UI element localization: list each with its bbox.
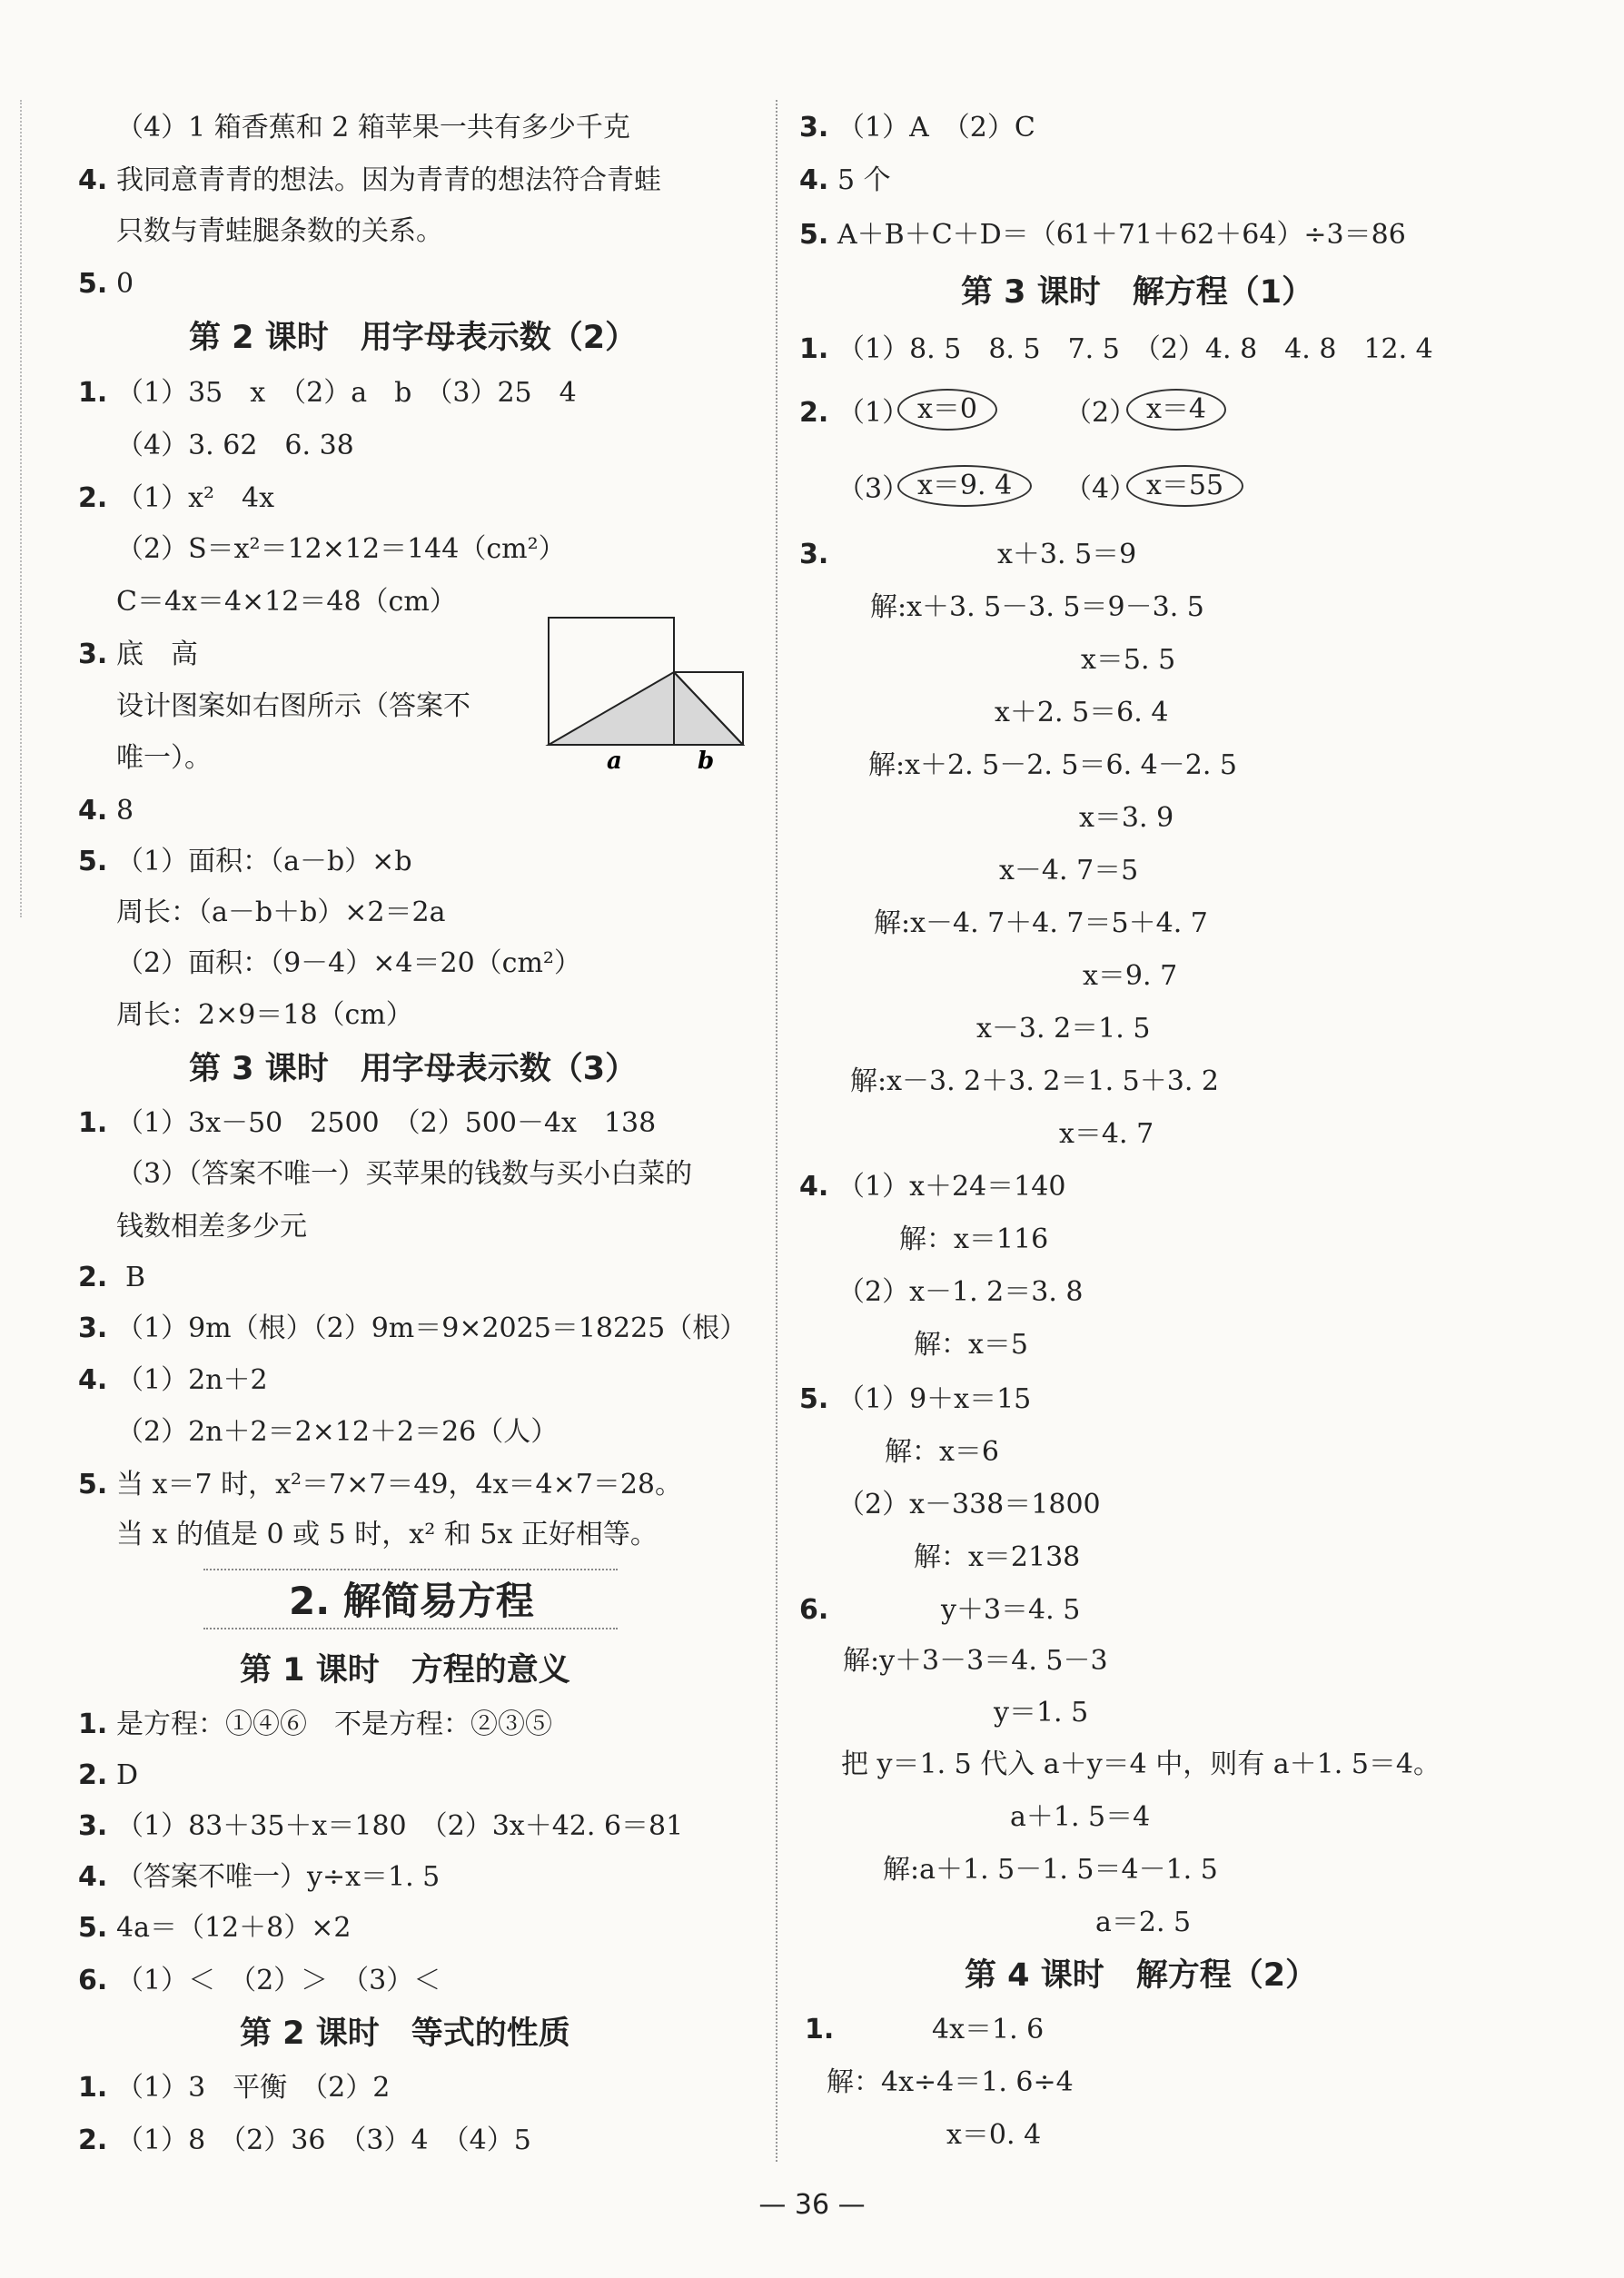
design-figure (545, 610, 750, 774)
answer-line: （1）3 平衡 （2）2 (116, 2072, 391, 2104)
answer-line: 当 x 的值是 0 或 5 时，x² 和 5x 正好相等。 (116, 1519, 658, 1550)
answer-line: （1）3x－50 2500 （2）500－4x 138 (116, 1107, 657, 1139)
question-number: 2. (78, 1759, 108, 1791)
lesson-heading: 第 1 课时 方程的意义 (240, 1652, 570, 1689)
equation-line: y＝1. 5 (994, 1697, 1089, 1728)
answer-line: 0 (116, 268, 134, 300)
equation-line: x＝0. 4 (946, 2119, 1042, 2151)
column-divider (776, 100, 777, 2162)
question-number: 3. (799, 112, 829, 144)
question-number: 2. (78, 1262, 108, 1293)
circled-answer: x＝0 (897, 389, 997, 431)
question-number: 5. (78, 1469, 108, 1501)
question-number: 2. (78, 2124, 108, 2156)
equation-line: a＝2. 5 (1095, 1907, 1192, 1938)
answer-line: 钱数相差多少元 (116, 1211, 307, 1243)
question-number: 1. (78, 1107, 108, 1139)
question-number: 1. (799, 333, 829, 365)
section-title: 2. 解简易方程 (289, 1579, 534, 1623)
equation-line: x＝9. 7 (1083, 960, 1178, 992)
answer-line: （1）35 x （2）a b （3）25 4 (116, 377, 577, 409)
answer-line: D (116, 1759, 139, 1791)
answer-line: 我同意青青的想法。因为青青的想法符合青蛙 (116, 164, 661, 196)
question-number: 5. (78, 1912, 108, 1944)
figure-label-b: b (698, 748, 715, 774)
question-number: 6. (799, 1594, 829, 1626)
answer-label: （2） (1065, 397, 1137, 429)
question-number: 2. (799, 397, 829, 429)
equation-line: 解:x＋3. 5－3. 5＝9－3. 5 (870, 591, 1204, 623)
answer-label: （1） (837, 397, 910, 429)
answer-label: （4） (1065, 473, 1137, 505)
question-number: 4. (78, 164, 108, 196)
answer-line: （1）＜ （2）＞ （3）＜ (116, 1965, 441, 1996)
answer-line: （2）x－338＝1800 (837, 1489, 1101, 1520)
answer-line: 5 个 (837, 164, 891, 196)
figure-label-a: a (607, 748, 622, 774)
answer-line: （1）x＋24＝140 (837, 1171, 1066, 1203)
question-number: 1. (78, 377, 108, 409)
equation-line: x－3. 2＝1. 5 (976, 1013, 1151, 1045)
answer-line: （1）面积：（a－b）×b (116, 846, 412, 877)
answer-line: 周长：2×9＝18（cm） (116, 999, 413, 1031)
answer-line: （1）A （2）C (837, 112, 1035, 144)
answer-line: 解：x＝116 (899, 1223, 1049, 1255)
question-number: 4. (78, 795, 108, 827)
equation-line: x＋2. 5＝6. 4 (995, 697, 1169, 728)
question-number: 5. (78, 846, 108, 877)
question-number: 4. (78, 1364, 108, 1396)
circled-answer: x＝4 (1126, 389, 1226, 431)
page-number: — 36 — (758, 2189, 866, 2221)
equation-line: 解:x＋2. 5－2. 5＝6. 4－2. 5 (868, 749, 1238, 781)
answer-line: （1）x² 4x (116, 482, 275, 514)
answer-line: 唯一）。 (116, 742, 212, 774)
question-number: 6. (78, 1965, 108, 1996)
margin-dotted-line (20, 100, 22, 917)
lesson-heading: 第 4 课时 解方程（2） (965, 1957, 1318, 1994)
answer-line: 4a＝（12＋8）×2 (116, 1912, 352, 1944)
section-rule-bottom (203, 1628, 618, 1629)
equation-line: y＋3＝4. 5 (941, 1594, 1081, 1626)
answer-line: （1）8. 5 8. 5 7. 5 （2）4. 8 4. 8 12. 4 (837, 333, 1433, 365)
equation-line: x＋3. 5＝9 (997, 539, 1137, 570)
answer-line: B (125, 1262, 146, 1293)
answer-line: 解：x＝2138 (914, 1541, 1081, 1573)
question-number: 3. (78, 639, 108, 670)
answer-line: 设计图案如右图所示（答案不 (116, 690, 470, 722)
answer-line: 底 高 (116, 639, 198, 670)
question-number: 5. (799, 219, 829, 251)
question-number: 2. (78, 482, 108, 514)
equation-line: x＝4. 7 (1059, 1118, 1154, 1150)
question-number: 3. (78, 1312, 108, 1344)
question-number: 3. (78, 1810, 108, 1842)
answer-line: 当 x＝7 时，x²＝7×7＝49，4x＝4×7＝28。 (116, 1469, 682, 1501)
question-number: 1. (78, 1708, 108, 1740)
question-number: 4. (799, 1171, 829, 1203)
question-number: 5. (78, 268, 108, 300)
question-number: 4. (799, 164, 829, 196)
circled-answer: x＝55 (1126, 465, 1243, 507)
answer-line: 解：x＝5 (914, 1329, 1029, 1361)
answer-line: （2）面积：（9－4）×4＝20（cm²） (116, 947, 581, 979)
equation-line: x＝5. 5 (1081, 644, 1176, 676)
equation-line: 解:y＋3－3＝4. 5－3 (843, 1645, 1108, 1677)
answer-line: （1）2n＋2 (116, 1364, 268, 1396)
question-number: 5. (799, 1383, 829, 1415)
answer-line: 把 y＝1. 5 代入 a＋y＝4 中，则有 a＋1. 5＝4。 (841, 1748, 1441, 1780)
question-number: 3. (799, 539, 829, 570)
lesson-heading: 第 3 课时 解方程（1） (961, 274, 1314, 311)
equation-line: 解：4x÷4＝1. 6÷4 (827, 2066, 1074, 2098)
answer-line: 周长：（a－b＋b）×2＝2a (116, 896, 446, 928)
answer-line: （4）1 箱香蕉和 2 箱苹果一共有多少千克 (116, 112, 630, 144)
answer-line: （1）83＋35＋x＝180 （2）3x＋42. 6＝81 (116, 1810, 684, 1842)
equation-line: 解:a＋1. 5－1. 5＝4－1. 5 (883, 1854, 1218, 1886)
equation-line: 解:x－4. 7＋4. 7＝5＋4. 7 (874, 907, 1208, 939)
answer-line: （1）9m（根）（2）9m＝9×2025＝18225（根） (116, 1312, 748, 1344)
answer-label: （3） (837, 473, 910, 505)
answer-line: （2）S＝x²＝12×12＝144（cm²） (116, 533, 566, 565)
answer-line: C＝4x＝4×12＝48（cm） (116, 586, 457, 618)
answer-line: （4）3. 62 6. 38 (116, 430, 354, 461)
section-rule-top (203, 1569, 618, 1570)
answer-line: 解：x＝6 (885, 1436, 1000, 1468)
equation-line: 解:x－3. 2＋3. 2＝1. 5＋3. 2 (850, 1065, 1220, 1097)
question-number: 4. (78, 1861, 108, 1893)
question-number: 1. (805, 2014, 835, 2045)
answer-line: （3）（答案不唯一）买苹果的钱数与买小白菜的 (116, 1158, 693, 1190)
answer-line: （1）8 （2）36 （3）4 （4）5 (116, 2124, 531, 2156)
answer-line: （答案不唯一）y÷x＝1. 5 (116, 1861, 441, 1893)
lesson-heading: 第 2 课时 用字母表示数（2） (189, 320, 638, 356)
answer-line: 是方程：①④⑥ 不是方程：②③⑤ (116, 1708, 552, 1740)
equation-line: x－4. 7＝5 (999, 855, 1139, 886)
answer-line: （2）2n＋2＝2×12＋2＝26（人） (116, 1416, 559, 1448)
equation-line: a＋1. 5＝4 (1010, 1801, 1151, 1833)
answer-line: A＋B＋C＋D＝（61＋71＋62＋64）÷3＝86 (837, 219, 1406, 251)
circled-answer: x＝9. 4 (897, 465, 1032, 507)
question-number: 1. (78, 2072, 108, 2104)
equation-line: 4x＝1. 6 (932, 2014, 1045, 2045)
equation-line: x＝3. 9 (1079, 802, 1174, 834)
answer-line: 只数与青蛙腿条数的关系。 (116, 215, 443, 247)
answer-line: （2）x－1. 2＝3. 8 (837, 1276, 1084, 1308)
answer-line: （1）9＋x＝15 (837, 1383, 1032, 1415)
lesson-heading: 第 2 课时 等式的性质 (240, 2016, 570, 2052)
lesson-heading: 第 3 课时 用字母表示数（3） (189, 1051, 638, 1087)
answer-line: 8 (116, 795, 134, 827)
